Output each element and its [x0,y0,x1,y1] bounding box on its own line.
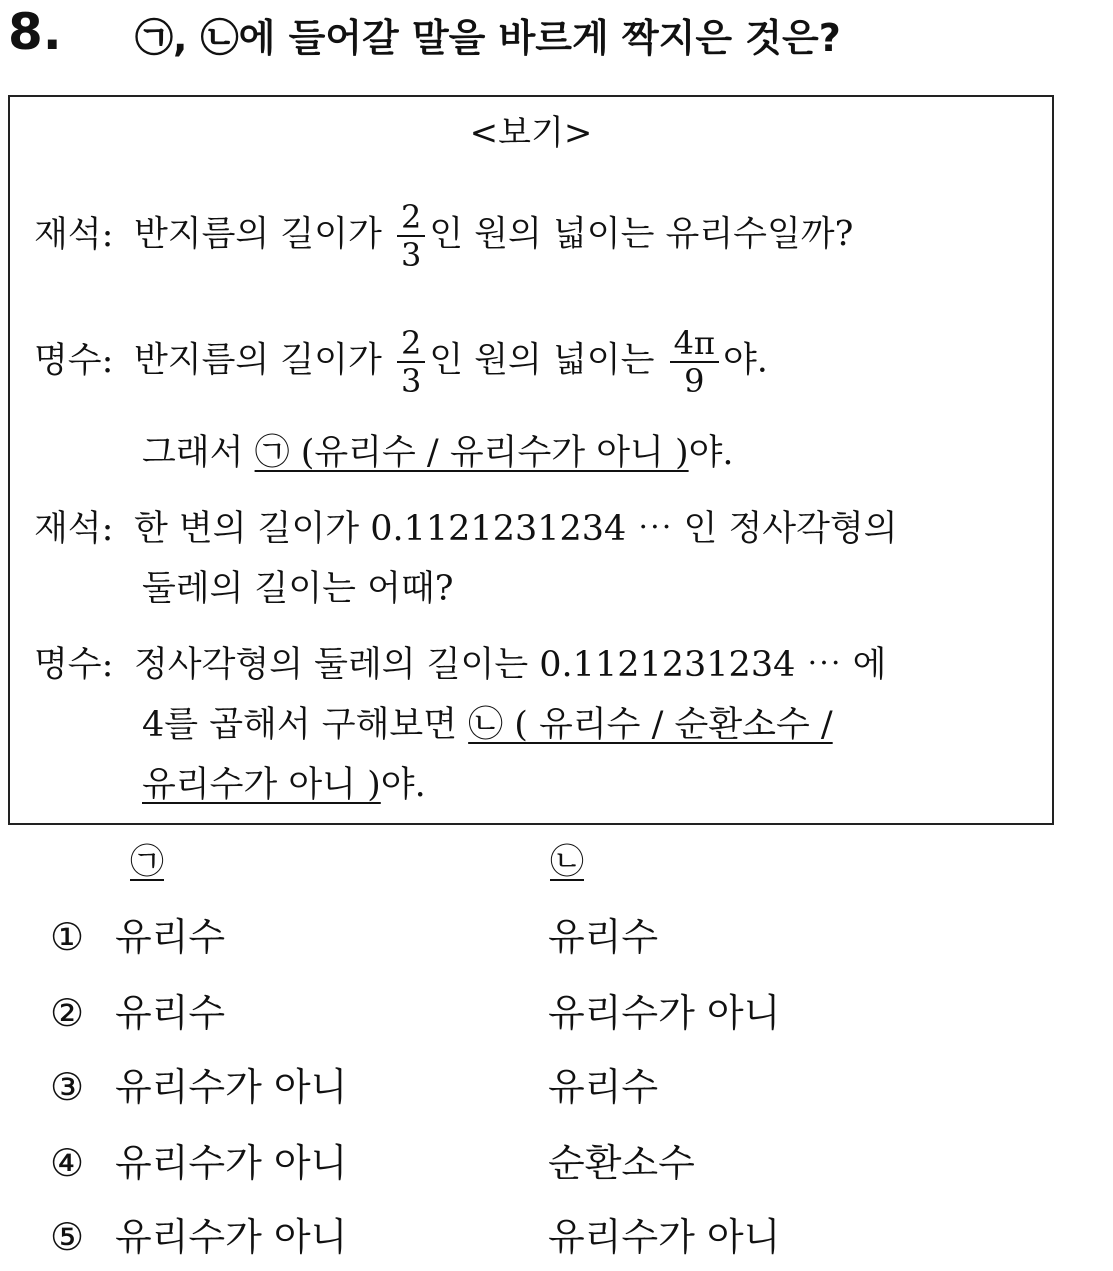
fraction [670,325,719,399]
dialogue-line-1 [34,199,853,273]
choice-answer-a: 유리수 [115,915,226,959]
dialogue-line-8 [142,763,426,807]
choice-answer-a: 유리수가 아니 [115,1065,348,1109]
choice-row-4[interactable] [0,1138,1113,1188]
choice-row-1[interactable] [0,912,1113,962]
choice-answer-a: 유리수 [115,991,226,1035]
choice-answer-b: 유리수가 아니 [548,991,781,1035]
dialogue-text: 그래서 [142,433,244,473]
fraction-denominator: 3 [400,236,422,274]
choice-answer-b: 유리수가 아니 [548,1215,781,1259]
speaker-label: 명수: [34,645,114,685]
choice-answer-a: 유리수가 아니 [115,1141,348,1185]
choice-number: ② [50,991,85,1035]
dialogue-text: 야. [688,433,734,473]
choice-row-5[interactable] [0,1212,1113,1262]
question-text: ㉠, ㉡에 들어갈 말을 바르게 짝지은 것은? [135,16,841,60]
dialogue-text: 반지름의 길이가 [134,340,382,381]
question-number: 8. [8,3,62,61]
fraction-numerator: 2 [397,325,425,363]
choice-row-2[interactable] [0,988,1113,1038]
choice-number: ④ [50,1141,85,1185]
dialogue-text: 둘레의 길이는 어때? [142,569,454,609]
dialogue-text: 인 원의 넓이는 [429,340,655,381]
dialogue-text: 정사각형의 둘레의 길이는 0.1121231234 ⋯ 에 [134,645,887,685]
dialogue-line-2 [34,325,768,399]
column-header-b: ㉡ [550,842,584,882]
dialogue-text: 야. [722,340,768,381]
fraction-denominator: 3 [400,362,422,400]
dialogue-line-4 [34,507,898,551]
dialogue-line-3 [142,431,734,475]
dialogue-line-5 [142,567,454,611]
dialogue-text: 4를 곱해서 구해보면 [142,705,457,745]
fraction [397,199,425,273]
dialogue-text: 인 원의 넓이는 유리수일까? [429,214,854,255]
choice-number: ① [50,915,85,959]
fraction [397,325,425,399]
example-box-title: <보기> [469,113,593,153]
dialogue-text: 야. [380,765,426,805]
choice-answer-a: 유리수가 아니 [115,1215,348,1259]
choice-number: ⑤ [50,1215,85,1259]
blank-2-options-cont: 유리수가 아니 ) [142,765,381,805]
dialogue-line-7 [142,703,833,747]
speaker-label: 명수: [34,340,114,381]
speaker-label: 재석: [34,214,114,255]
choice-answer-b: 유리수 [548,1065,659,1109]
choice-number: ③ [50,1065,85,1109]
choice-row-3[interactable] [0,1062,1113,1112]
dialogue-text: 반지름의 길이가 [134,214,382,255]
choice-answer-b: 순환소수 [548,1141,695,1185]
dialogue-line-6 [34,643,886,687]
blank-1-options: ㉠ (유리수 / 유리수가 아니 ) [254,433,689,473]
choice-answer-b: 유리수 [548,915,659,959]
fraction-denominator: 9 [684,362,705,400]
blank-2-options: ㉡ ( 유리수 / 순환소수 / [468,705,833,745]
fraction-numerator: 2 [397,199,425,237]
column-header-a: ㉠ [130,842,164,882]
dialogue-text: 한 변의 길이가 0.1121231234 ⋯ 인 정사각형의 [134,509,898,549]
example-box [8,95,1054,825]
speaker-label: 재석: [34,509,114,549]
fraction-numerator: 4π [670,325,719,363]
